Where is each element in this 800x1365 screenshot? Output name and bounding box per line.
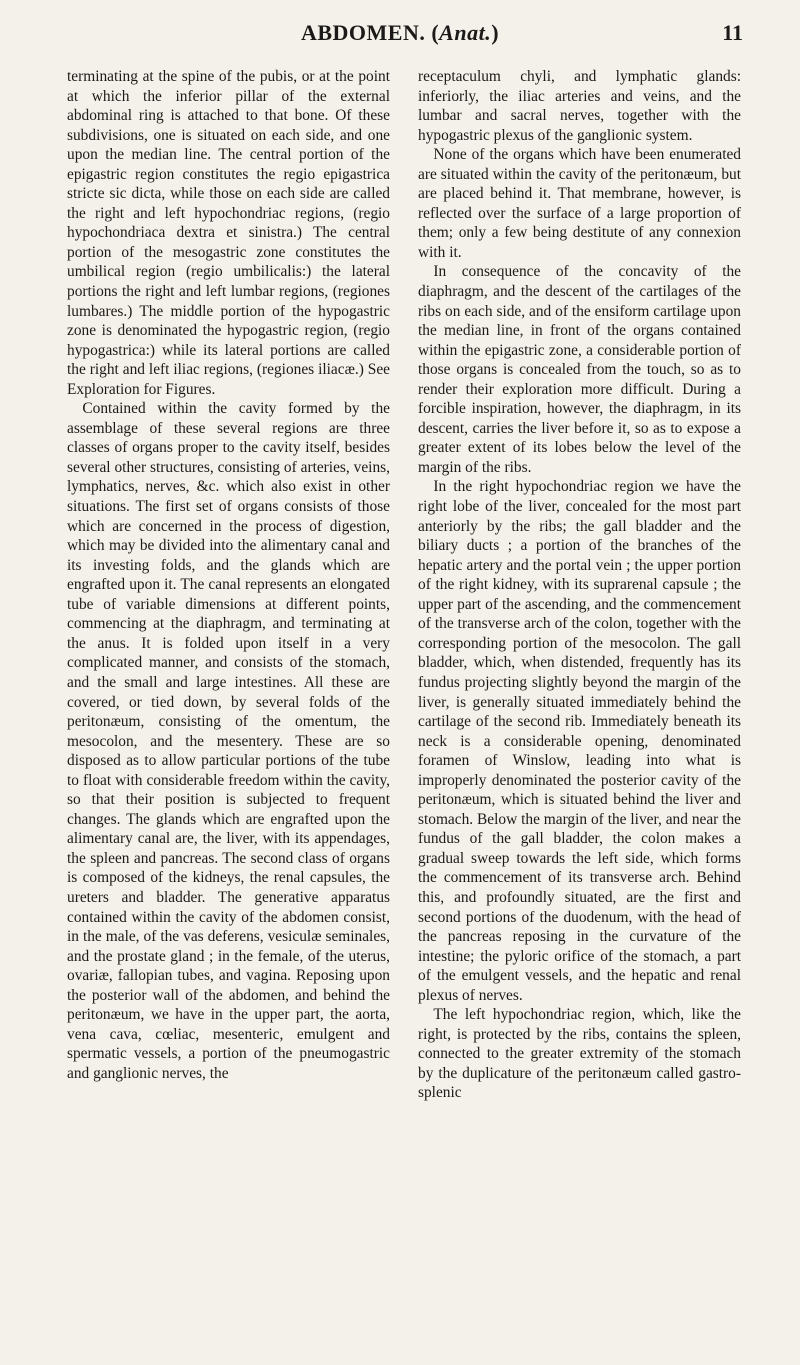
paragraph: terminating at the spine of the pubis, or at the point at which the inferior pillar of the external abdominal ring is attached to that bone. Of these subdivisions, one is situated on each side, and one upon the median line. The central portion of the epigastric region constitutes the regio epigastrica stricte sic dicta, while those on each side are called the right and left hypochondriac regions, (regio hypochondriaca dextra et sinistra.) The central portion of the mesogastric zone constitutes the umbilical region (regio umbilicalis:) the lateral portions the right and left lumbar regions, (regiones lumbares.) The middle portion of the hypogastric zone is denominated the hypogastric region, (regio hypogastrica:) while its lateral portions are called the right and left iliac regions, (regiones iliacæ.) See Exploration for Figures. [67, 68, 390, 398]
right-column [418, 67, 741, 1103]
running-head-section: Anat. [439, 20, 492, 45]
paragraph: receptaculum chyli, and lymphatic glands: inferiorly, the iliac arteries and veins, and the lumbar and sacral nerves, together with the hypogastric plexus of the ganglionic system. [418, 68, 741, 144]
left-column [67, 67, 390, 1083]
running-head [60, 20, 740, 46]
page-number: 11 [722, 20, 743, 45]
page-header [60, 20, 743, 50]
paragraph: None of the organs which have been enumerated are situated within the cavity of the peritonæum, but are placed behind it. That membrane, however, is reflected over the surface of a large proportion of them; only a few being destitute of any connexion with it. [418, 146, 741, 261]
paragraph: In consequence of the concavity of the diaphragm, and the descent of the cartilages of the ribs on each side, and of the ensiform cartilage upon the median line, in front of the organs contained within the epigastric zone, a considerable portion of those organs is concealed from the touch, so as to render their exploration more difficult. During a forcible inspiration, however, the diaphragm, in its descent, carries the liver before it, so as to expose a greater extent of its lobes below the level of the margin of the ribs. [418, 263, 741, 476]
running-head-main: ABDOMEN. ( [300, 20, 440, 45]
running-head-end: ) [491, 20, 500, 45]
paragraph: Contained within the cavity formed by the assemblage of these several regions are three classes of organs proper to the cavity itself, besides several other structures, consisting of arteries, veins, lymphatics, nerves, &c. which also exist in other situations. The first set of organs consists of those which are concerned in the process of digestion, which may be divided into the alimentary canal and its investing folds, and the glands which are engrafted upon it. The canal represents an elongated tube of variable dimensions at different points, commencing at the diaphragm, and terminating at the anus. It is folded upon itself in a very complicated manner, and consists of the stomach, and the small and large intestines. All these are covered, or tied down, by several folds of the peritonæum, consisting of the omentum, the mesocolon, and the mesentery. These are so disposed as to allow particular portions of the tube to float with considerable freedom within the cavity, so that their position is subjected to frequent changes. The glands which are engrafted upon the alimentary canal are, the liver, with its appendages, the spleen and pancreas. The second class of organs is composed of the kidneys, the renal capsules, the ureters and bladder. The generative apparatus contained within the cavity of the abdomen consist, in the male, of the vas deferens, vesiculæ seminales, and the prostate gland ; in the female, of the uterus, ovariæ, fallopian tubes, and vagina. Reposing upon the posterior wall of the abdomen, and behind the peritonæum, we have in the upper part, the aorta, vena cava, cœliac, mesenteric, emulgent and spermatic vessels, a portion of the pneumogastric and ganglionic nerves, the [67, 400, 390, 1082]
paragraph: The left hypochondriac region, which, like the right, is protected by the ribs, contains the spleen, connected to the greater extremity of the stomach by the duplicature of the peritonæum called gastro-splenic [418, 1006, 741, 1102]
paragraph: In the right hypochondriac region we have the right lobe of the liver, concealed for the most part anteriorly by the ribs; the gall bladder and the biliary ducts ; a portion of the branches of the hepatic artery and the portal vein ; the upper portion of the right kidney, with its suprarenal capsule ; the upper part of the ascending, and the commencement of the transverse arch of the colon, together with the corresponding portion of the mesocolon. The gall bladder, which, when distended, frequently has its fundus projecting slightly beyond the margin of the liver, is generally situated immediately behind the cartilage of the second rib. Immediately beneath its neck is a considerable opening, denominated foramen of Winslow, leading into what is improperly denominated the posterior cavity of the peritonæum, which is situated behind the liver and stomach. Below the margin of the liver, and near the fundus of the gall bladder, the colon makes a gradual sweep towards the left side, which forms the commencement of its transverse arch. Behind this, and profoundly situated, are the first and second portions of the duodenum, with the head of the pancreas reposing in the curvature of the intestine; the pyloric orifice of the stomach, a part of the emulgent vessels, and the hepatic and renal plexus of nerves. [418, 478, 741, 1004]
